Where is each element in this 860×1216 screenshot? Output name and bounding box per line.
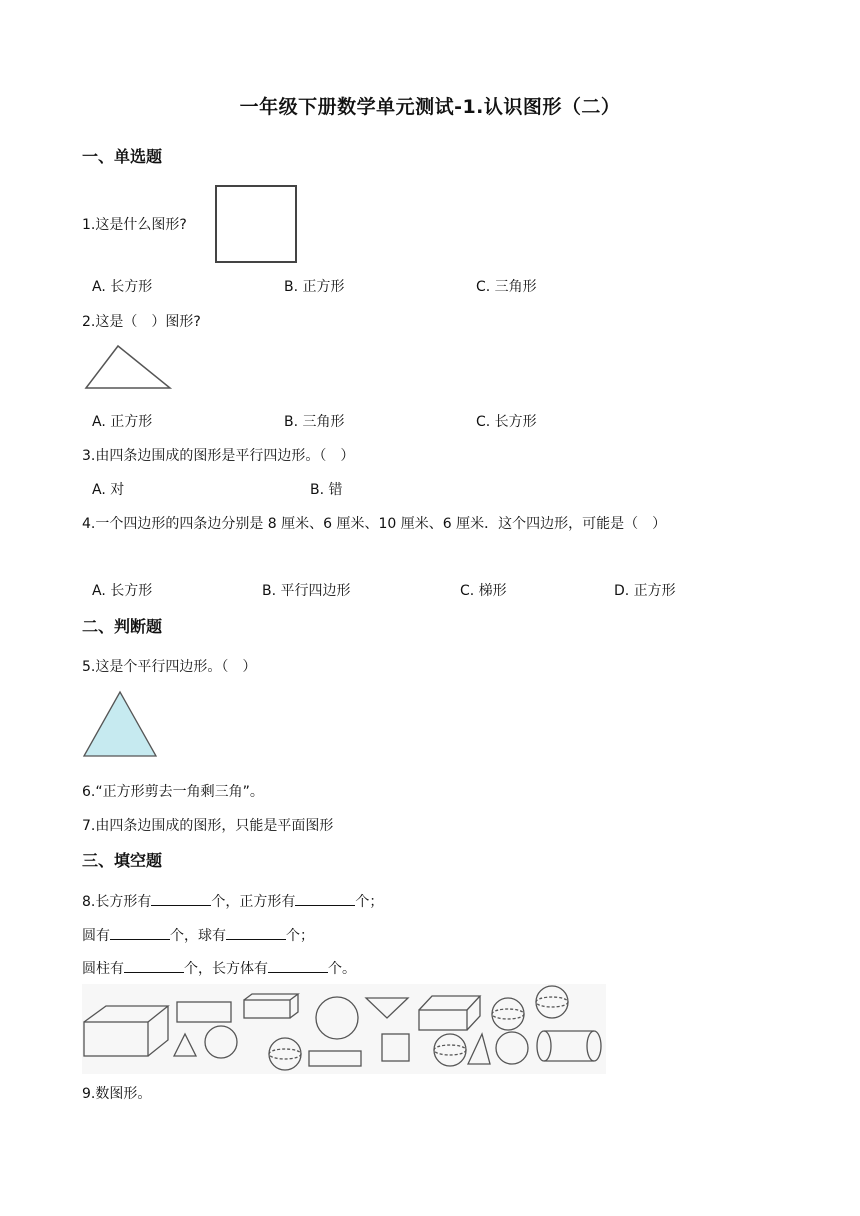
question-5-text: 5.这是个平行四边形。（ ）	[82, 659, 257, 675]
question-1-text: 1.这是什么图形?	[82, 217, 187, 233]
q8-label-spheres: 个，球有	[170, 928, 226, 944]
equilateral-triangle-figure	[82, 688, 160, 760]
question-8-line-3	[82, 958, 356, 978]
question-8-line-1	[82, 891, 383, 911]
shapes-collection-figure	[82, 984, 606, 1074]
q2-option-c[interactable]: C. 长方形	[476, 414, 537, 430]
section-heading-fill-blank: 三、填空题	[82, 851, 163, 870]
question-7-text: 7.由四条边围成的图形，只能是平面图形	[82, 818, 334, 834]
q1-option-c[interactable]: C. 三角形	[476, 279, 537, 295]
blank-cylinders[interactable]	[124, 958, 184, 973]
q4-option-d[interactable]: D. 正方形	[614, 583, 676, 599]
q8-label-rectangles: 8.长方形有	[82, 894, 152, 910]
q4-option-b[interactable]: B. 平行四边形	[262, 583, 351, 599]
q8-label-cuboids: 个，长方体有	[184, 961, 268, 977]
q8-label-squares: 个，正方形有	[211, 894, 296, 910]
blank-squares[interactable]	[295, 891, 355, 906]
q8-label-cylinders: 圆柱有	[82, 961, 124, 977]
blank-rectangles[interactable]	[151, 891, 211, 906]
q4-option-a[interactable]: A. 长方形	[92, 583, 153, 599]
question-9-text: 9.数图形。	[82, 1086, 152, 1102]
page-title: 一年级下册数学单元测试-1.认识图形（二）	[239, 96, 621, 118]
q1-option-b[interactable]: B. 正方形	[284, 279, 345, 295]
triangle-figure	[82, 342, 174, 392]
question-3-text: 3.由四条边围成的图形是平行四边形。（ ）	[82, 448, 355, 464]
q8-label-end-3: 个。	[328, 961, 356, 977]
section-heading-true-false: 二、判断题	[82, 617, 163, 636]
q8-label-end-1: 个；	[355, 894, 384, 910]
blank-cuboids[interactable]	[268, 958, 328, 973]
blank-spheres[interactable]	[226, 925, 286, 940]
question-8-line-2	[82, 925, 314, 945]
q4-option-c[interactable]: C. 梯形	[460, 583, 507, 599]
q2-option-b[interactable]: B. 三角形	[284, 414, 345, 430]
q8-label-end-2: 个；	[286, 928, 314, 944]
question-4-text: 4.一个四边形的四条边分别是 8 厘米、6 厘米、10 厘米、6 厘米．这个四边形，可能是（ ）	[82, 516, 667, 532]
q3-option-b[interactable]: B. 错	[310, 482, 343, 498]
q1-option-a[interactable]: A. 长方形	[92, 279, 153, 295]
question-6-text: 6.“正方形剪去一角剩三角”。	[82, 784, 264, 800]
section-heading-single-choice: 一、单选题	[82, 147, 163, 166]
q3-option-a[interactable]: A. 对	[92, 482, 125, 498]
q8-label-circles: 圆有	[82, 928, 110, 944]
question-2-text: 2.这是（ ）图形?	[82, 314, 201, 330]
square-figure	[214, 184, 298, 264]
blank-circles[interactable]	[110, 925, 170, 940]
q2-option-a[interactable]: A. 正方形	[92, 414, 153, 430]
